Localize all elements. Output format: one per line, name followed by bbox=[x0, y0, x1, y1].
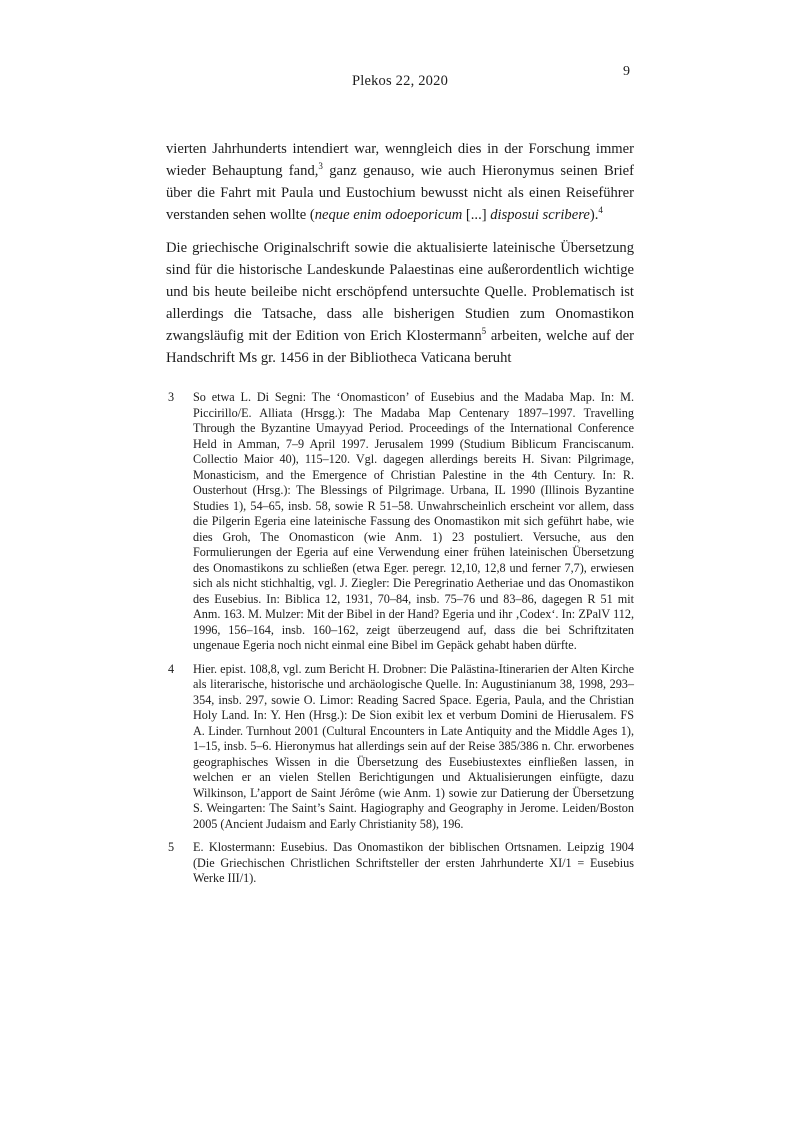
footnote-ref: 4 bbox=[598, 205, 603, 216]
journal-header: Plekos 22, 2020 bbox=[351, 73, 449, 89]
footnote-number: 4 bbox=[168, 661, 175, 676]
body-run: Die griechische Originalschrift sowie die aktualisierte lateinische Übersetzung sind für die historische Landeskunde Palaestinas eine außerordentlich wichtige und bis heute beileibe nicht erschöpfend untersuchte Quelle. Problematisch ist allerdings die Tatsache, dass alle bisherigen Studien zum Onomastikon zwangsläufig mit der Edition von Erich Klostermann bbox=[166, 240, 634, 344]
body-text bbox=[166, 138, 634, 369]
body-paragraph bbox=[166, 138, 634, 226]
footnote bbox=[166, 840, 634, 887]
footnote-text: So etwa L. Di Segni: The ‘Onomasticon’ of Eusebius and the Madaba Map. In: M. Piccirillo/E. Alliata (Hrsgg.): The Madaba Map Centenary 1897–1997. Travelling Through the Byzantine Umayyad Period. Proceedings of the International Conference Held in Amman, 7–9 April 1997. Jerusalem 1999 (Studium Biblicum Franciscanum. Collectio Maior 40), 115–120. Vgl. dagegen allerdings bereits H. Sivan: Pilgrimage, Monasticism, and the Emergence of Christian Palestine in the 4th Century. In: R. Ousterhout (Hrsg.): The Blessings of Pilgrimage. Urbana, IL 1990 (Illinois Byzantine Studies 1), 54–65, insb. 58, sowie R 51–58. Unwahrscheinlich erscheint vor allem, dass die Pilgerin Egeria eine lateinische Fassung des Onomastikon mit sich geführt habe, wie dies Groh, The Onomasticon (wie Anm. 1) 23 postuliert. Versuche, aus den Formulierungen der Egeria auf eine Verwendung einer frühen lateinischen Übersetzung des Onomastikons zu schließen (etwa Eger. peregr. 12,10, 12,8 und ferner 7,7), erwiesen sich als nicht stichhaltig, vgl. J. Ziegler: Die Peregrinatio Aetheriae und das Onomastikon des Eusebius. In: Biblica 12, 1931, 70–84, insb. 75–76 und 83–86, dagegen R 51 mit Anm. 163. M. Mulzer: Mit der Bibel in der Hand? Egeria und ihr ‚Codex‘. In: ZPalV 112, 1996, 156–164, insb. 160–162, zeigt überzeugend auf, dass die bei Schriftzitaten ungenaue Egeria noch nicht einmal eine Bibel im Gepäck gehabt haben dürfte. bbox=[193, 390, 634, 652]
footnote-ref: 3 bbox=[318, 161, 323, 172]
page-number: 9 bbox=[623, 64, 630, 79]
footnote-text: E. Klostermann: Eusebius. Das Onomastikon der biblischen Ortsnamen. Leipzig 1904 (Die Griechischen Christlichen Schriftsteller der ersten Jahrhunderte XI/1 = Eusebius Werke III/1). bbox=[193, 840, 634, 885]
footnote bbox=[166, 390, 634, 654]
footnote-number: 3 bbox=[168, 390, 175, 404]
body-run: vierten Jahrhunderts intendiert war, wenngleich dies in der Forschung immer wieder Behauptung fand, bbox=[166, 141, 634, 179]
footnote bbox=[166, 662, 634, 833]
text-column bbox=[166, 138, 634, 887]
body-run: [...] bbox=[462, 207, 491, 223]
footnote-ref: 5 bbox=[481, 326, 487, 337]
page-header bbox=[166, 64, 634, 90]
footnotes bbox=[166, 390, 634, 887]
footnote-number: 5 bbox=[168, 840, 175, 854]
italic-text: disposui scribere bbox=[490, 207, 590, 223]
body-paragraph bbox=[166, 237, 634, 369]
body-run: arbeiten, welche auf der Handschrift Ms gr. 1456 in der Bibliotheca Vaticana beruht bbox=[166, 328, 634, 366]
footnote-text: Hier. epist. 108,8, vgl. zum Bericht H. Drobner: Die Palästina-Itinerarien der Alten Kirche als literarische, historische und archäologische Quelle. In: Augustinianum 38, 1998, 293–354, insb. 297, sowie O. Limor: Reading Sacred Space. Egeria, Paula, and the Christian Holy Land. In: Y. Hen (Hrsg.): De Sion exibit lex et verbum Domini de Hierusalem. FS A. Linder. Turnhout 2001 (Cultural Encounters in Late Antiquity and the Middle Ages 1), 1–15, insb. 5–6. Hieronymus hat allerdings sein auf der Reise 385/386 n. Chr. erworbenes geographisches Wissen in die Übersetzung des Eusebiustextes einfließen lassen, in welchen er an vielen Stellen Berichtigungen und Aktualisierungen einfügte, dazu Wilkinson, L’apport de Saint Jérôme (wie Anm. 1) sowie zur Datierung der Übersetzung S. Weingarten: The Saint’s Saint. Hagiography and Geography in Jerome. Leiden/Boston 2005 (Ancient Judaism and Early Christianity 58), 196. bbox=[193, 661, 634, 831]
italic-text: neque enim odoeporicum bbox=[314, 207, 463, 223]
body-run: ganz genauso, wie auch Hieronymus seinen Brief über die Fahrt mit Paula und Eustochium bewusst nicht als einen Reiseführer verstanden sehen wollte ( bbox=[166, 163, 634, 223]
body-run: ). bbox=[589, 207, 599, 223]
